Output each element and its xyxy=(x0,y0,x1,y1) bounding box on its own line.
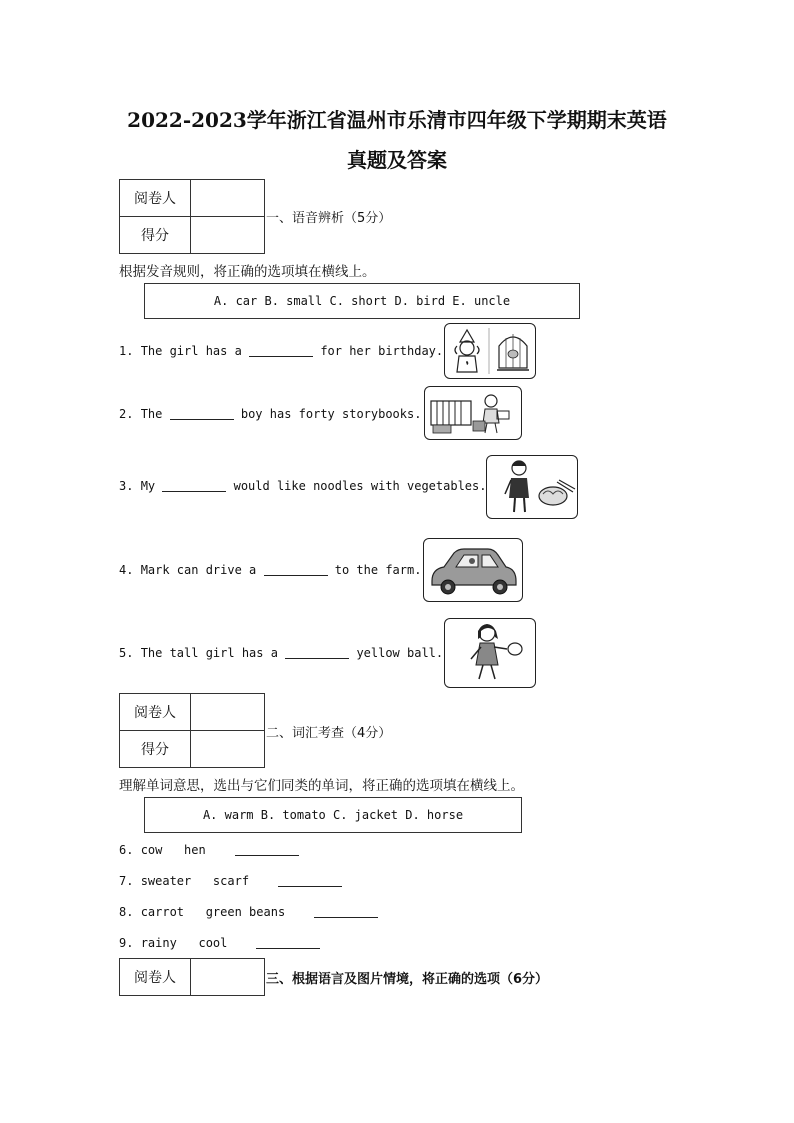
section1-instruction: 根据发音规则，将正确的选项填在横线上。 xyxy=(119,264,376,280)
girl-and-bird-cage-picture xyxy=(444,323,536,379)
reviewer-cell xyxy=(191,959,265,996)
score-cell xyxy=(191,731,265,768)
reviewer-label: 阅卷人 xyxy=(120,180,191,217)
question-text-after: for her birthday. xyxy=(320,344,444,358)
score-label: 得分 xyxy=(120,217,191,254)
question-text-after: boy has forty storybooks. xyxy=(240,407,422,421)
man-with-noodles-picture xyxy=(486,455,578,519)
answer-blank[interactable] xyxy=(256,936,320,949)
section3-heading: 三、根据语言及图片情境，将正确的选项（6分） xyxy=(266,972,549,987)
question-text-after: would like noodles with vegetables. xyxy=(233,479,487,493)
car-picture xyxy=(423,538,523,602)
question-words: carrot green beans xyxy=(140,905,286,919)
question-text-before: My xyxy=(140,479,156,493)
question-number: 5. xyxy=(119,646,134,660)
question-words: rainy cool xyxy=(140,936,228,950)
answer-blank[interactable] xyxy=(314,905,378,918)
question-number: 7. xyxy=(119,874,134,888)
question-9 xyxy=(119,936,320,950)
section2-instruction: 理解单词意思，选出与它们同类的单词，将正确的选项填在横线上。 xyxy=(119,778,524,794)
question-words: sweater scarf xyxy=(140,874,250,888)
question-words: cow hen xyxy=(140,843,206,857)
reviewer-cell xyxy=(191,694,265,731)
question-number: 8. xyxy=(119,905,134,919)
answer-blank[interactable] xyxy=(285,646,349,659)
section1-options-box: A. car B. small C. short D. bird E. uncle xyxy=(144,283,580,319)
score-table-1 xyxy=(119,179,265,254)
question-7 xyxy=(119,874,342,888)
question-5 xyxy=(119,646,443,660)
score-label: 得分 xyxy=(120,731,191,768)
section2-heading: 二、词汇考查（4分） xyxy=(266,726,392,741)
question-number: 4. xyxy=(119,563,134,577)
answer-blank[interactable] xyxy=(264,563,328,576)
answer-blank[interactable] xyxy=(162,479,226,492)
question-2 xyxy=(119,407,421,421)
question-number: 6. xyxy=(119,843,134,857)
question-number: 3. xyxy=(119,479,134,493)
answer-blank[interactable] xyxy=(278,874,342,887)
question-text-before: The tall girl has a xyxy=(140,646,278,660)
question-3 xyxy=(119,479,486,493)
document-title-line1: 2022-2023学年浙江省温州市乐清市四年级下学期期末英语 xyxy=(127,108,667,132)
question-text-after: to the farm. xyxy=(334,563,422,577)
question-1 xyxy=(119,344,443,358)
answer-blank[interactable] xyxy=(170,407,234,420)
reviewer-label: 阅卷人 xyxy=(120,959,191,996)
reviewer-label: 阅卷人 xyxy=(120,694,191,731)
section1-heading: 一、语音辨析（5分） xyxy=(266,211,392,226)
question-8 xyxy=(119,905,378,919)
question-text-before: Mark can drive a xyxy=(140,563,257,577)
question-text-before: The xyxy=(140,407,163,421)
answer-blank[interactable] xyxy=(235,843,299,856)
girl-with-racket-picture xyxy=(444,618,536,688)
question-4 xyxy=(119,563,421,577)
boy-with-books-picture xyxy=(424,386,522,440)
question-text-after: yellow ball. xyxy=(356,646,444,660)
question-text-before: The girl has a xyxy=(140,344,242,358)
score-table-3 xyxy=(119,958,265,996)
score-table-2 xyxy=(119,693,265,768)
document-title-line2: 真题及答案 xyxy=(347,148,447,172)
reviewer-cell xyxy=(191,180,265,217)
question-number: 9. xyxy=(119,936,134,950)
answer-blank[interactable] xyxy=(249,344,313,357)
question-6 xyxy=(119,843,299,857)
section2-options-box: A. warm B. tomato C. jacket D. horse xyxy=(144,797,522,833)
question-number: 1. xyxy=(119,344,134,358)
score-cell xyxy=(191,217,265,254)
question-number: 2. xyxy=(119,407,134,421)
